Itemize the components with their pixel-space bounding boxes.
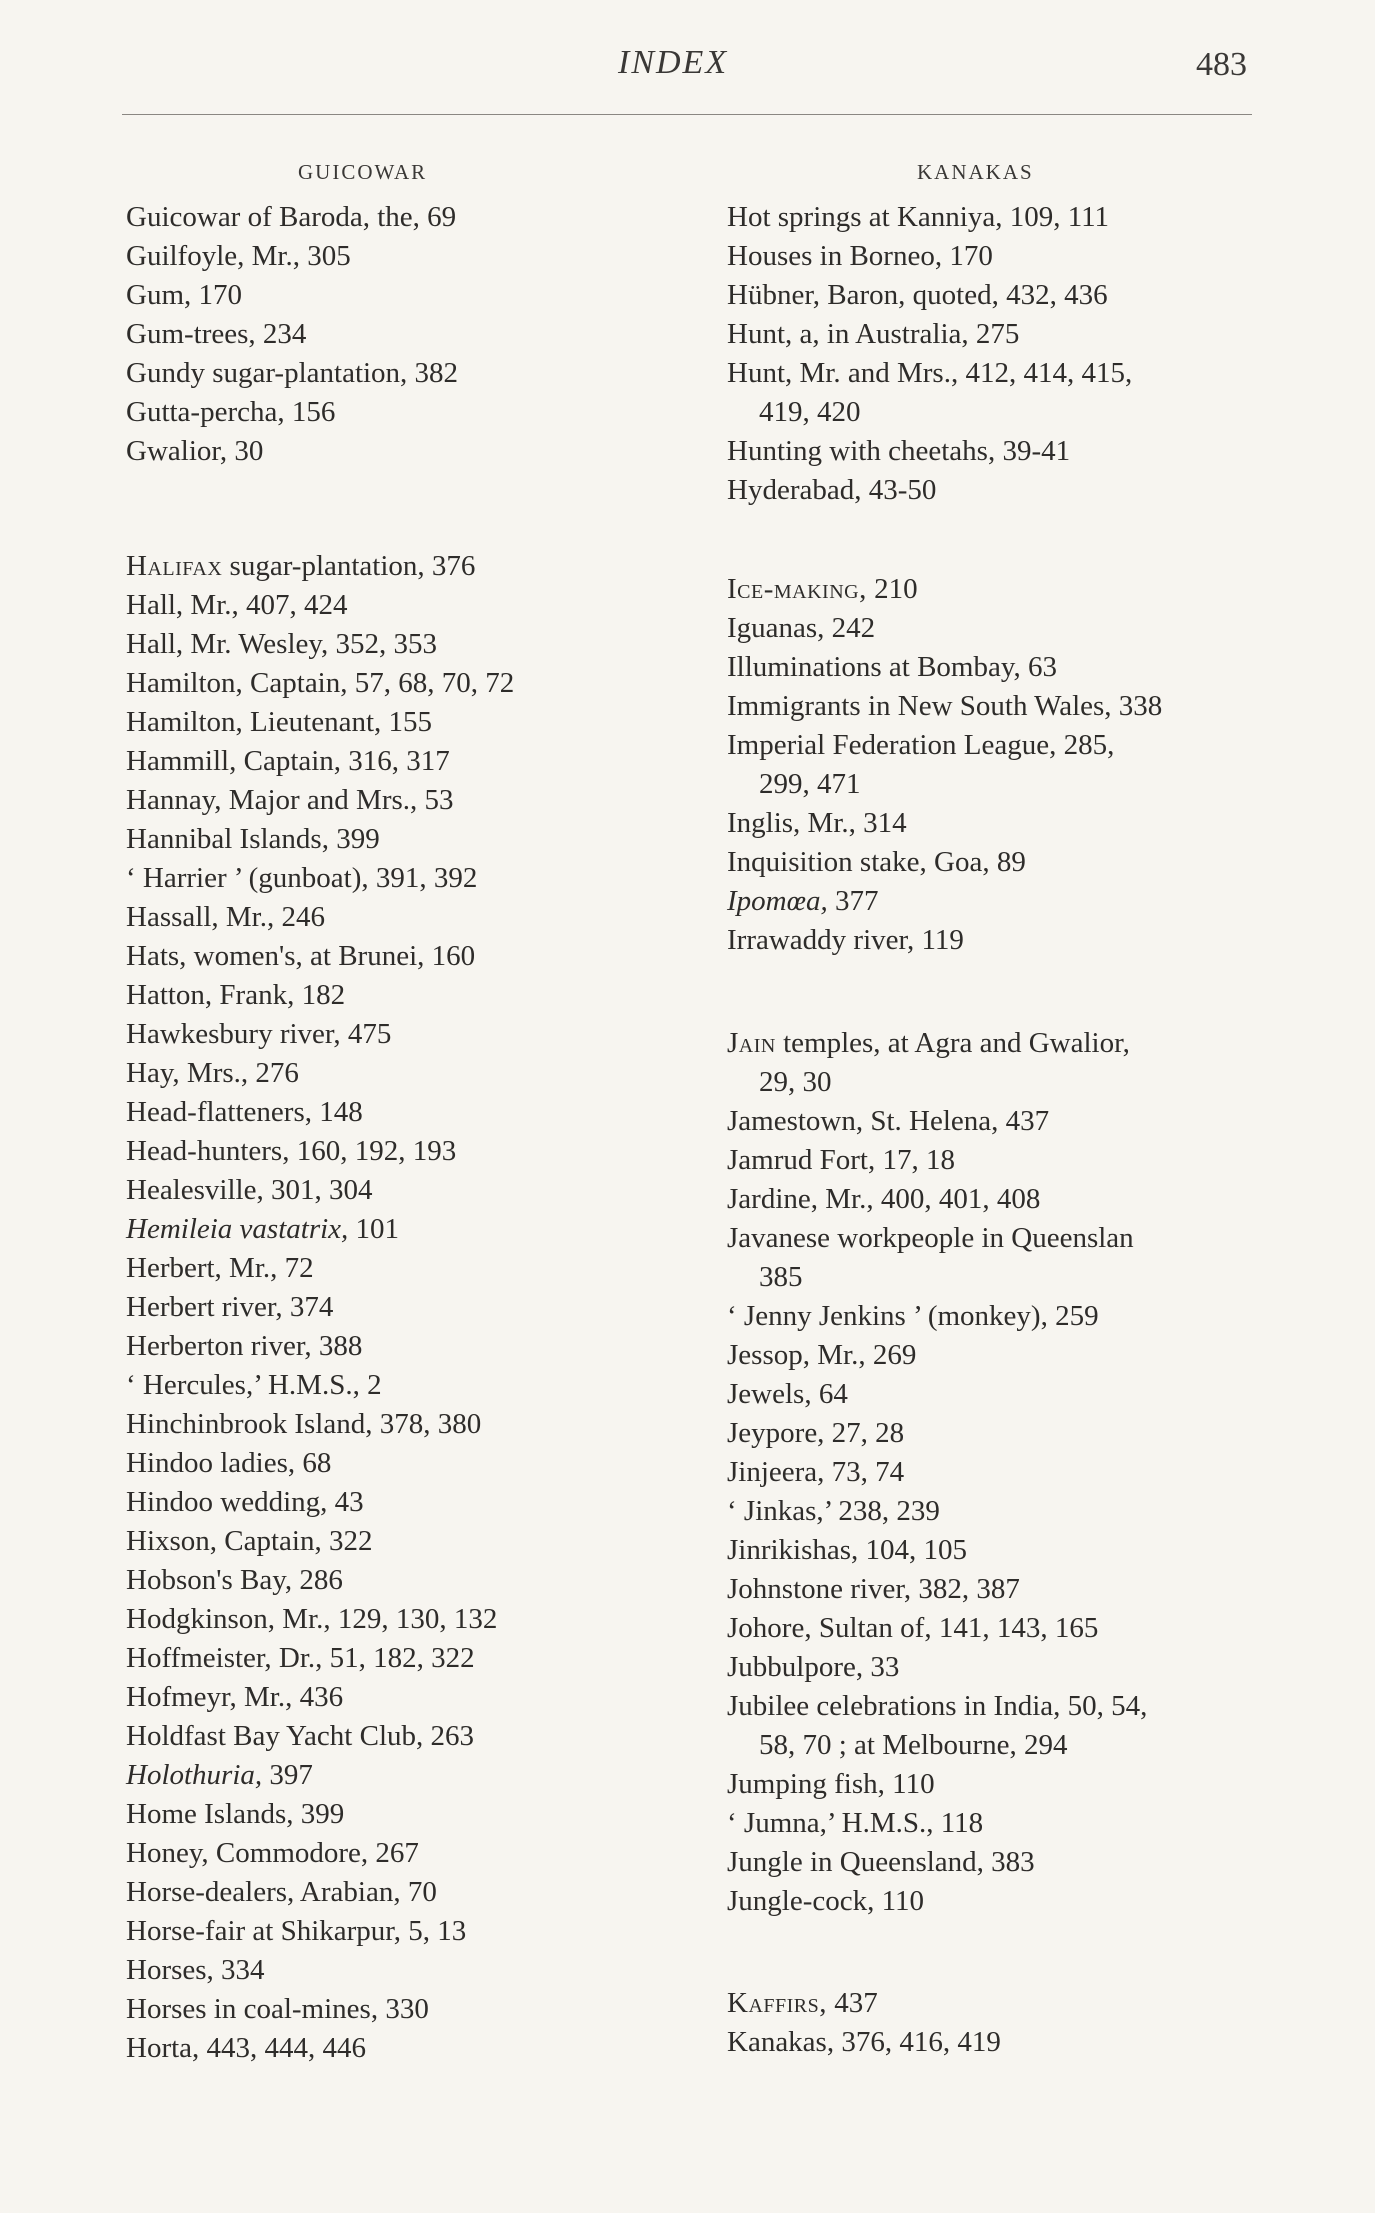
index-entry: Jardine, Mr., 400, 401, 408 (727, 1183, 1041, 1215)
index-entry: Home Islands, 399 (126, 1798, 345, 1830)
index-entry: Healesville, 301, 304 (126, 1174, 373, 1206)
index-entry: Horses in coal-mines, 330 (126, 1993, 429, 2025)
index-entry: Horse-fair at Shikarpur, 5, 13 (126, 1915, 467, 1947)
index-entry (727, 1984, 878, 2023)
index-entry (727, 1024, 1130, 1063)
index-entry: Jinjeera, 73, 74 (727, 1456, 905, 1488)
index-entry: Hall, Mr. Wesley, 352, 353 (126, 628, 437, 660)
index-entry: Inglis, Mr., 314 (727, 807, 907, 839)
index-entry: Hamilton, Captain, 57, 68, 70, 72 (126, 667, 515, 699)
index-entry: Gum-trees, 234 (126, 318, 307, 350)
index-entry: Jamestown, St. Helena, 437 (727, 1105, 1050, 1137)
index-entry-continued: 58, 70 ; at Melbourne, 294 (759, 1729, 1068, 1761)
entry-italic: Hemileia vastatrix, (126, 1213, 349, 1245)
index-entry: Hamilton, Lieutenant, 155 (126, 706, 433, 738)
left-column (126, 0, 686, 2213)
index-entry: ‘ Hercules,’ H.M.S., 2 (126, 1369, 382, 1401)
index-entry-continued: 29, 30 (759, 1066, 832, 1098)
index-entry: Hinchinbrook Island, 378, 380 (126, 1408, 482, 1440)
index-entry: Hixson, Captain, 322 (126, 1525, 373, 1557)
index-entry: Honey, Commodore, 267 (126, 1837, 419, 1869)
index-entry: Horses, 334 (126, 1954, 265, 1986)
column-heading: KANAKAS (917, 160, 1034, 184)
index-entry (126, 1756, 313, 1795)
index-entry: Guilfoyle, Mr., 305 (126, 240, 351, 272)
index-entry: Hunt, Mr. and Mrs., 412, 414, 415, (727, 357, 1133, 389)
index-entry: Jewels, 64 (727, 1378, 848, 1410)
index-entry: Hunt, a, in Australia, 275 (727, 318, 1020, 350)
index-entry: Jungle in Queensland, 383 (727, 1846, 1035, 1878)
index-entry: Head-flatteners, 148 (126, 1096, 363, 1128)
index-entry: Johnstone river, 382, 387 (727, 1573, 1020, 1605)
index-entry: Javanese workpeople in Queenslan (727, 1222, 1134, 1254)
index-entry: ‘ Jumna,’ H.M.S., 118 (727, 1807, 984, 1839)
index-entry-continued: 419, 420 (759, 396, 861, 428)
column-heading: GUICOWAR (298, 160, 428, 184)
entry-text: 101 (348, 1213, 400, 1245)
index-entry: Hammill, Captain, 316, 317 (126, 745, 450, 777)
index-entry: Horta, 443, 444, 446 (126, 2032, 367, 2064)
index-entry: Jubbulpore, 33 (727, 1651, 900, 1683)
letter-lead: Kaffirs, (727, 1987, 828, 2019)
index-entry: Johore, Sultan of, 141, 143, 165 (727, 1612, 1099, 1644)
entry-text: 437 (827, 1987, 878, 2019)
index-entry: Holdfast Bay Yacht Club, 263 (126, 1720, 474, 1752)
index-entry: Jinrikishas, 104, 105 (727, 1534, 968, 1566)
index-entry: Hindoo wedding, 43 (126, 1486, 364, 1518)
index-entry: Jeypore, 27, 28 (727, 1417, 905, 1449)
index-entry: Imperial Federation League, 285, (727, 729, 1115, 761)
entry-text: 210 (866, 573, 918, 605)
entry-italic: Holothuria, (126, 1759, 263, 1791)
index-entry: Hall, Mr., 407, 424 (126, 589, 348, 621)
entry-italic: Ipomœa, (727, 885, 828, 917)
page-number: 483 (1196, 46, 1247, 83)
index-entry: Hunting with cheetahs, 39-41 (727, 435, 1071, 467)
index-entry (727, 882, 878, 921)
index-entry: Hofmeyr, Mr., 436 (126, 1681, 344, 1713)
index-entry: Gutta-percha, 156 (126, 396, 336, 428)
index-entry: Hay, Mrs., 276 (126, 1057, 299, 1089)
index-entry: Hannibal Islands, 399 (126, 823, 380, 855)
index-entry: Houses in Borneo, 170 (727, 240, 993, 272)
index-entry: Hassall, Mr., 246 (126, 901, 325, 933)
index-entry: Hawkesbury river, 475 (126, 1018, 392, 1050)
running-title: INDEX (618, 44, 729, 81)
index-entry: Hannay, Major and Mrs., 53 (126, 784, 454, 816)
index-entry: Hobson's Bay, 286 (126, 1564, 343, 1596)
index-entry: Gundy sugar-plantation, 382 (126, 357, 459, 389)
entry-text: 377 (827, 885, 879, 917)
index-entry: Irrawaddy river, 119 (727, 924, 964, 956)
index-entry (126, 1210, 399, 1249)
index-entry: Hyderabad, 43-50 (727, 474, 937, 506)
index-entry: Guicowar of Baroda, the, 69 (126, 201, 457, 233)
letter-lead: Halifax (126, 550, 223, 582)
index-entry: Jubilee celebrations in India, 50, 54, (727, 1690, 1148, 1722)
entry-text: temples, at Agra and Gwalior, (775, 1027, 1130, 1059)
entry-text: sugar-plantation, 376 (222, 550, 476, 582)
index-entry: Gum, 170 (126, 279, 242, 311)
index-entry-continued: 299, 471 (759, 768, 861, 800)
index-entry: Iguanas, 242 (727, 612, 876, 644)
index-entry: Inquisition stake, Goa, 89 (727, 846, 1026, 878)
index-entry: Illuminations at Bombay, 63 (727, 651, 1057, 683)
entry-text: 397 (262, 1759, 313, 1791)
index-entry: Hübner, Baron, quoted, 432, 436 (727, 279, 1108, 311)
index-entry: ‘ Harrier ’ (gunboat), 391, 392 (126, 862, 478, 894)
index-entry: Kanakas, 376, 416, 419 (727, 2026, 1001, 2058)
index-entry: Hats, women's, at Brunei, 160 (126, 940, 476, 972)
index-entry-continued: 385 (759, 1261, 803, 1293)
index-entry: Immigrants in New South Wales, 338 (727, 690, 1163, 722)
index-entry: ‘ Jinkas,’ 238, 239 (727, 1495, 940, 1527)
index-entry: Hindoo ladies, 68 (126, 1447, 332, 1479)
index-entry (727, 570, 918, 609)
index-entry: Hoffmeister, Dr., 51, 182, 322 (126, 1642, 475, 1674)
index-entry: Hot springs at Kanniya, 109, 111 (727, 201, 1110, 233)
index-entry: Jungle-cock, 110 (727, 1885, 925, 1917)
index-entry: Gwalior, 30 (126, 435, 264, 467)
index-entry: Head-hunters, 160, 192, 193 (126, 1135, 457, 1167)
index-entry: Horse-dealers, Arabian, 70 (126, 1876, 437, 1908)
index-entry: Hodgkinson, Mr., 129, 130, 132 (126, 1603, 498, 1635)
index-entry (126, 547, 475, 586)
index-entry: Jumping fish, 110 (727, 1768, 935, 1800)
letter-lead: Ice-making, (727, 573, 867, 605)
index-entry: Jamrud Fort, 17, 18 (727, 1144, 955, 1176)
index-entry: Herbert, Mr., 72 (126, 1252, 314, 1284)
right-column (727, 0, 1275, 2213)
index-entry: ‘ Jenny Jenkins ’ (monkey), 259 (727, 1300, 1099, 1332)
index-entry: Herberton river, 388 (126, 1330, 363, 1362)
index-entry: Herbert river, 374 (126, 1291, 334, 1323)
letter-lead: Jain (727, 1027, 776, 1059)
index-entry: Hatton, Frank, 182 (126, 979, 346, 1011)
index-entry: Jessop, Mr., 269 (727, 1339, 917, 1371)
